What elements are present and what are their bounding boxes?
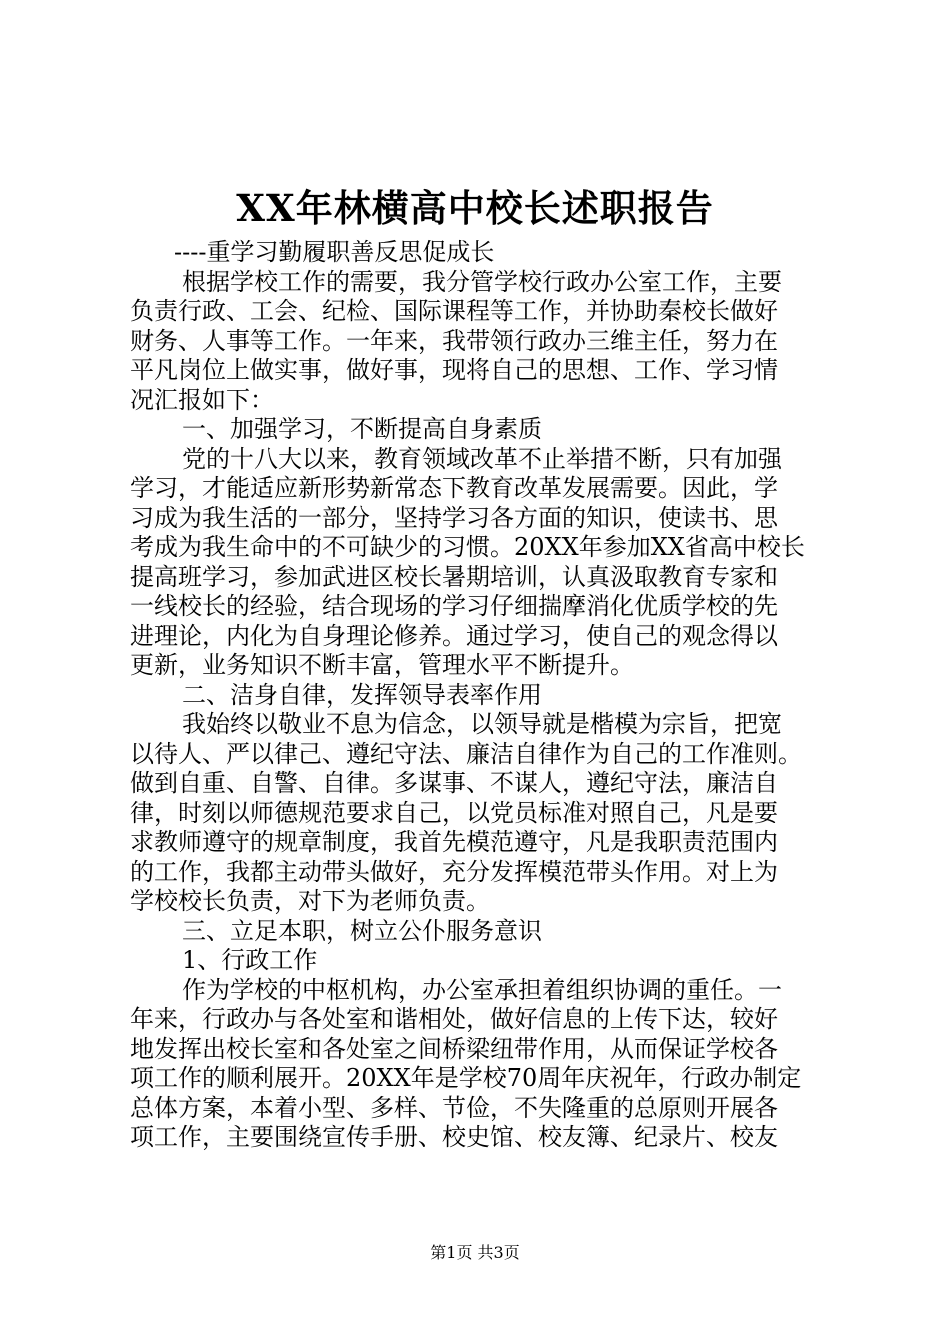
text-line: 二、洁身自律，发挥领导表率作用 xyxy=(182,680,542,709)
text-line: 求教师遵守的规章制度，我首先模范遵守，凡是我职责范围内 xyxy=(130,828,778,856)
document-body xyxy=(130,238,840,1153)
text-line: 考成为我生命中的不可缺少的习惯。20XX年参加XX省高中校长 xyxy=(130,533,805,561)
text-line: 学校校长负责，对下为老师负责。 xyxy=(130,887,490,915)
text-line: 作为学校的中枢机构，办公室承担着组织协调的重任。一 xyxy=(182,975,782,1004)
text-line: 党的十八大以来，教育领域改革不止举措不断，只有加强 xyxy=(182,444,782,473)
text-line: 习成为我生活的一部分，坚持学习各方面的知识，使读书、思 xyxy=(130,503,778,532)
text-line: 总体方案，本着小型、多样、节俭，不失隆重的总原则开展各 xyxy=(130,1093,778,1122)
text-line: 一线校长的经验，结合现场的学习仔细揣摩消化优质学校的先 xyxy=(130,592,778,620)
text-line: 我始终以敬业不息为信念，以领导就是楷模为宗旨，把宽 xyxy=(182,710,782,738)
text-line: 以待人、严以律己、遵纪守法、廉洁自律作为自己的工作准则。 xyxy=(130,739,802,768)
text-line: 1、行政工作 xyxy=(182,946,318,974)
text-line: 年来，行政办与各处室和谐相处，做好信息的上传下达，较好 xyxy=(130,1005,778,1033)
page-footer: 第1页 共3页 xyxy=(430,1243,520,1262)
text-line: 财务、人事等工作。一年来，我带领行政办三维主任，努力在 xyxy=(130,326,778,355)
text-line: 项工作的顺利展开。20XX年是学校70周年庆祝年，行政办制定 xyxy=(130,1064,802,1092)
text-line: 提高班学习，参加武进区校长暑期培训，认真汲取教育专家和 xyxy=(130,562,778,591)
text-line: 学习，才能适应新形势新常态下教育改革发展需要。因此，学 xyxy=(130,474,778,502)
text-line: 做到自重、自警、自律。多谋事、不谋人，遵纪守法，廉洁自 xyxy=(130,769,778,797)
document-title: XX年林横高中校长述职报告 xyxy=(236,186,714,230)
text-line: 负责行政、工会、纪检、国际课程等工作，并协助秦校长做好 xyxy=(130,297,778,325)
text-line: 况汇报如下： xyxy=(130,385,274,414)
paragraph-lines xyxy=(130,268,840,1153)
text-line: 进理论，内化为自身理论修养。通过学习，使自己的观念得以 xyxy=(130,621,778,650)
text-line: 根据学校工作的需要，我分管学校行政办公室工作，主要 xyxy=(182,267,782,296)
text-line: 项工作，主要围绕宣传手册、校史馆、校友簿、纪录片、校友 xyxy=(130,1123,778,1151)
text-line: 三、立足本职，树立公仆服务意识 xyxy=(182,916,542,945)
text-line: 地发挥出校长室和各处室之间桥梁纽带作用，从而保证学校各 xyxy=(130,1034,778,1063)
text-line: 平凡岗位上做实事，做好事，现将自己的思想、工作、学习情 xyxy=(130,356,778,384)
text-line: 一、加强学习，不断提高自身素质 xyxy=(182,415,542,443)
text-line: 律，时刻以师德规范要求自己，以党员标准对照自己，凡是要 xyxy=(130,798,778,827)
text-line: 更新，业务知识不断丰富，管理水平不断提升。 xyxy=(130,651,634,679)
document-subtitle: ----重学习勤履职善反思促成长 xyxy=(174,238,495,266)
text-line: 的工作，我都主动带头做好，充分发挥模范带头作用。对上为 xyxy=(130,857,778,886)
